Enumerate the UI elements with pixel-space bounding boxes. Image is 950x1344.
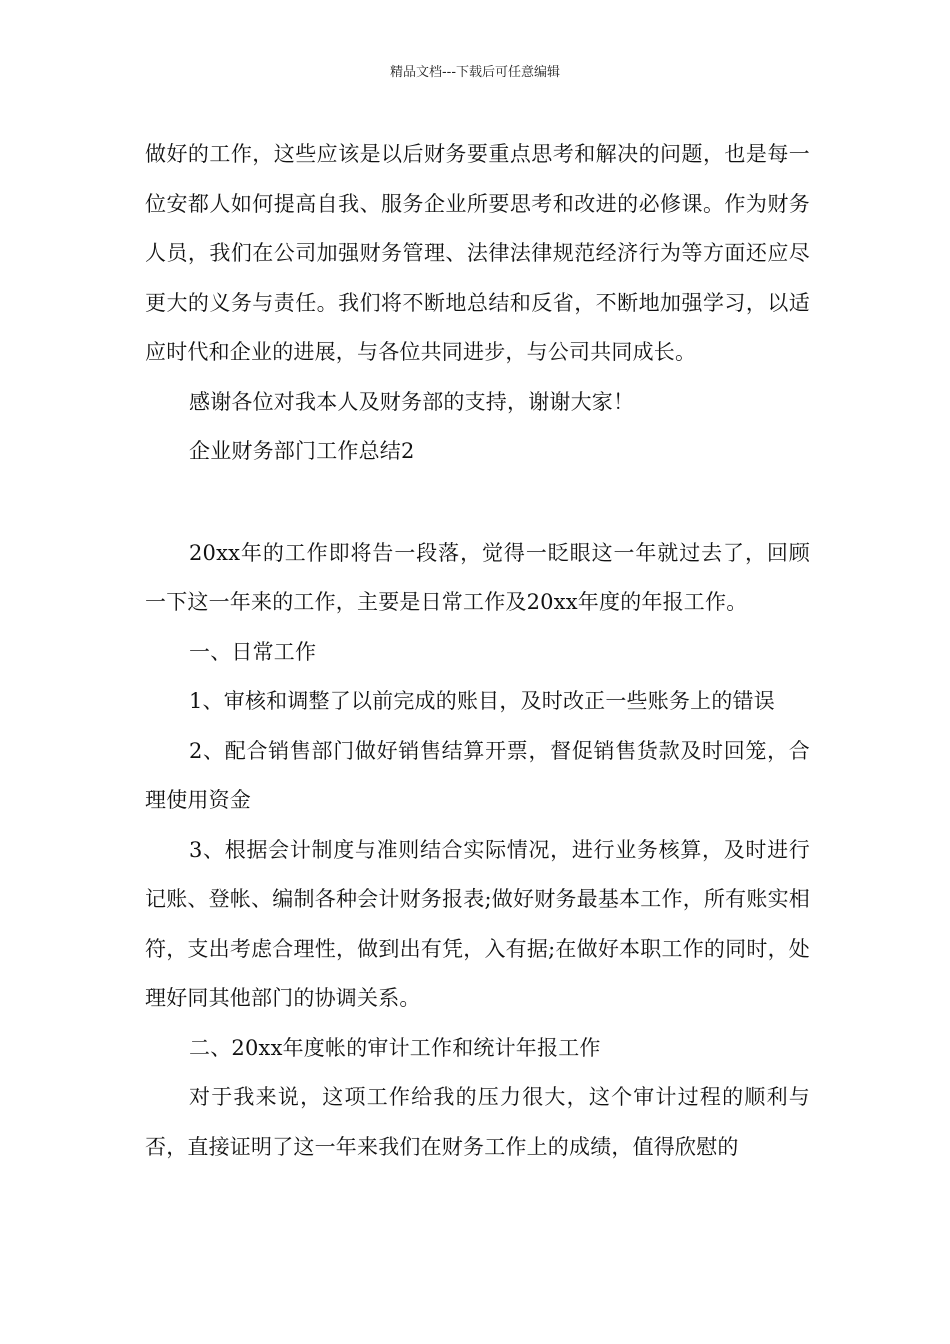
list-item-2: 2、配合销售部门做好销售结算开票，督促销售货款及时回笼，合理使用资金 xyxy=(145,738,810,812)
list-item-3: 3、根据会计制度与准则结合实际情况，进行业务核算，及时进行记账、登帐、编制各种会计财务报表;做好财务最基本工作，所有账实相符，支出考虑合理性，做到出有凭，入有据;在做好本职工作的同时，处理好同其他部门的协调关系。 xyxy=(145,837,810,1010)
heading-audit-work: 二、20xx年度帐的审计工作和统计年报工作 xyxy=(189,1035,601,1060)
spacer xyxy=(145,477,810,529)
paragraph-closing-remarks: 做好的工作，这些应该是以后财务要重点思考和解决的问题，也是每一位安都人如何提高自我、服务企业所要思考和改进的必修课。作为财务人员，我们在公司加强财务管理、法律法律规范经济行为等方面还应尽更大的义务与责任。我们将不断地总结和反省，不断地加强学习，以适应时代和企业的进展，与各位共同进步，与公司共同成长。 xyxy=(145,142,810,364)
document-body xyxy=(145,130,810,1172)
list-item-1: 1、审核和调整了以前完成的账目，及时改正一些账务上的错误 xyxy=(189,689,775,713)
section-title: 企业财务部门工作总结2 xyxy=(189,439,415,463)
paragraph-thanks: 感谢各位对我本人及财务部的支持，谢谢大家！ xyxy=(189,389,635,414)
page-header: 精品文档---下载后可任意编辑 xyxy=(389,65,561,80)
heading-daily-work: 一、日常工作 xyxy=(189,639,317,664)
paragraph-intro: 20xx年的工作即将告一段落，觉得一眨眼这一年就过去了，回顾一下这一年来的工作，主要是日常工作及20xx年度的年报工作。 xyxy=(145,540,810,614)
paragraph-audit: 对于我来说，这项工作给我的压力很大，这个审计过程的顺利与否，直接证明了这一年来我们在财务工作上的成绩，值得欣慰的 xyxy=(145,1085,810,1159)
